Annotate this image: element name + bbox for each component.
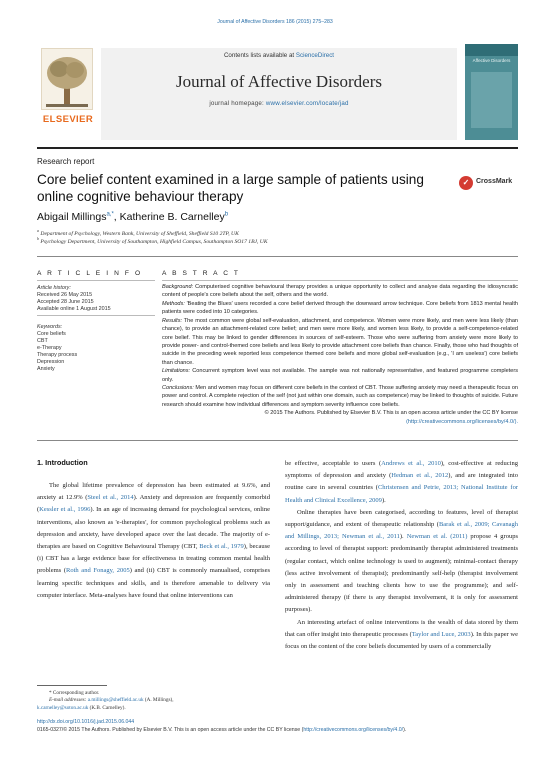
body-text: ) and (ii) CBT is commonly manualised, comprises learning specific techniques and skills, and is therefore amenable to delivery via computer interface. Meta-analyses have found that online interventions can [37, 567, 270, 599]
email-label: E-mail addresses: [49, 697, 88, 704]
section-heading: 1. Introduction [37, 458, 88, 467]
abstract-label: Limitations: [162, 368, 191, 375]
abstract-text: Computerised cognitive behavioural therapy provides a unique opportunity to collect and analyse data regarding the idiosyncratic content of people's core beliefs about the self, others and the world. [162, 284, 518, 299]
copyright-text: © 2015 The Authors. Published by Elsevier B.V. This is an open access article under the CC BY license [264, 410, 518, 417]
cover-stripe [465, 44, 518, 56]
contents-prefix: Contents lists available at [223, 52, 296, 59]
crossmark-icon: ✓ [459, 176, 473, 190]
abstract-label: Results: [162, 317, 183, 324]
affiliation-marker: a [37, 228, 39, 233]
citation-link[interactable]: Andrews et al., 2010 [381, 460, 441, 467]
keyword: Anxiety [37, 366, 55, 372]
body-text: ). Anxiety and depression are frequently comorbid ( [37, 494, 270, 514]
abstract-heading: A B S T R A C T [162, 270, 241, 277]
email-link[interactable]: a.millings@sheffield.ac.uk [87, 697, 144, 704]
body-column-right [285, 458, 518, 653]
cover-title: Affective Disorders [472, 58, 511, 63]
body-text: ). [399, 533, 407, 541]
info-divider [37, 315, 155, 316]
email-note-cont [37, 705, 270, 712]
body-text: ), and are integrated into routine care in several countries ( [285, 472, 518, 492]
elsevier-tree-icon [41, 48, 93, 110]
footer-license-link[interactable]: http://creativecommons.org/licenses/by/4.0/ [303, 727, 404, 733]
issn-end: ). [403, 727, 407, 733]
body-text: An interesting artefact of online interventions is the wealth of data stored by them that can offer insight into therapeutic processes ( [285, 618, 518, 638]
issn-line [37, 726, 518, 734]
email-link[interactable]: k.carnelley@soton.ac.uk [37, 704, 89, 711]
author-affil-marker[interactable]: a,* [106, 211, 114, 218]
abstract-end-rule [37, 440, 518, 441]
email-owner: (A. Millings), [143, 697, 174, 704]
citation-link[interactable]: Roth and Fonagy, 2005 [66, 567, 130, 575]
keyword: e-Therapy [37, 345, 62, 351]
crossmark-label: CrossMark [476, 178, 513, 185]
email-note [37, 697, 270, 704]
corresponding-note: * Corresponding author. [49, 690, 100, 696]
citation-link[interactable]: Steel et al., 2014 [87, 494, 134, 502]
header-rule [37, 147, 518, 149]
doi-link[interactable]: http://dx.doi.org/10.1016/j.jad.2015.06.044 [37, 719, 135, 725]
history-item: Accepted 28 June 2015 [37, 299, 94, 305]
homepage-link[interactable]: www.elsevier.com/locate/jad [265, 100, 349, 107]
article-info [37, 282, 155, 373]
abstract-text: The most common were global self-evaluation, attachment, and competence. Women were more likely, and men were less likely (than chance), to provide an attachment-related core belief; and men were more likely, and women less likely, to provide a self-competence-related core belief. This may be linked to gender differences in sources of self-esteem. Those who were suffering from anxiety were more likely to provide power- and control-themed core beliefs and less likely to provide attachment core beliefs than chance. Finally, those who had thoughts of suicide in the preceding week reported less competence themed core beliefs and more global self-evaluation (e.g., 'I am useless') core beliefs than chance. [162, 317, 518, 366]
author-name[interactable]: Katherine B. Carnelley [119, 211, 225, 223]
history-item: Received 26 May 2015 [37, 292, 93, 298]
abstract-paragraph [162, 283, 518, 300]
history-label: Article history: [37, 285, 71, 291]
license-link[interactable]: (http://creativecommons.org/licenses/by/4.0/). [406, 418, 518, 425]
cover-illustration [471, 72, 512, 128]
citation-line[interactable]: Journal of Affective Disorders 186 (2015) 275–283 [217, 19, 333, 25]
keyword: Core beliefs [37, 331, 66, 337]
author-list [37, 211, 228, 223]
contents-line [101, 52, 457, 59]
info-rule [37, 280, 155, 281]
page-footer [37, 718, 518, 734]
citation-link[interactable]: Taylor and Luce, 2003 [411, 630, 471, 638]
abstract-label: Methods: [162, 300, 185, 307]
citation-link[interactable]: Kessler et al., 1996 [39, 506, 91, 514]
body-text: ). [381, 496, 386, 504]
citation-link[interactable]: Beck et al., 1979 [199, 543, 244, 551]
elsevier-logo [37, 48, 95, 140]
history-item: Available online 1 August 2015 [37, 306, 111, 312]
journal-homepage [101, 100, 457, 107]
body-text: propose 4 groups according to level of therapist support: predominantly therapist administered treatments (regular contact, which online technology is used to augment); minimal-contact therapy (less active involvement of therapist); predominantly self-help (therapist involvement only in assessment and teaching clients how to use the programme); and self-administered therapy (if there is any therapist involvement, it is only for assessment purposes). [285, 533, 518, 614]
crossmark-button[interactable] [459, 176, 519, 192]
keywords-label: Keywords: [37, 324, 63, 330]
issn-text: 0165-0327/© 2015 The Authors. Published by Elsevier B.V. This is an open access article under the CC BY license ( [37, 727, 304, 733]
journal-banner [101, 48, 457, 140]
keyword: Therapy process [37, 352, 78, 358]
abstract-label: Conclusions: [162, 385, 194, 392]
journal-header [37, 44, 518, 144]
body-text: be effective, acceptable to users ( [285, 460, 382, 467]
body-paragraph [285, 617, 518, 654]
abstract-paragraph [162, 384, 518, 409]
section-rule [37, 256, 518, 257]
body-text: The global lifetime prevalence of depression has been estimated at 9.6%, and anxiety at 12.9% ( [37, 482, 270, 502]
body-text: ). In this paper we focus on the content of the core beliefs documented by users of a commercially [285, 630, 519, 651]
abstract-text: Concurrent symptom level was not available. The sample was not nationally representative, and featured programme completers only. [162, 368, 518, 383]
abstract-body [162, 282, 518, 426]
body-paragraph [37, 480, 270, 602]
journal-cover-image [465, 44, 518, 140]
article-info-heading: A R T I C L E I N F O [37, 270, 143, 277]
affiliation-marker: b [37, 236, 39, 241]
abstract-label: Background: [162, 284, 194, 290]
author-name[interactable]: Abigail Millings [37, 211, 107, 223]
body-column-left [37, 458, 270, 602]
homepage-prefix: journal homepage: [209, 100, 266, 107]
body-text: ), cost-effective at reducing symptoms of depression and anxiety ( [285, 460, 518, 480]
author-separator: , [113, 211, 120, 223]
citation-link[interactable]: Newman et al. (2011) [406, 533, 468, 541]
footnote [37, 690, 270, 712]
affiliation-text: Department of Psychology, Western Bank, University of Sheffield, Sheffield S10 2TP, UK [40, 230, 239, 237]
body-text: Online therapies have been categorised, according to features, level of therapist support/guidance, and extent of therapeutic relationship ( [285, 508, 518, 529]
sciencedirect-link[interactable]: ScienceDirect [295, 52, 335, 59]
footnote-rule [37, 685, 107, 686]
affiliation [37, 236, 268, 245]
email-owner: (K.B. Carnelley). [88, 704, 126, 711]
citation-link[interactable]: Christensen and Petrie, 2013; National Institute for Health and Clinical Excellence, 2009 [285, 484, 518, 504]
keyword: Depression [37, 359, 65, 365]
abstract-rule [162, 280, 518, 281]
citation-link[interactable]: Barak et al., 2009; Cavanagh and Millings, 2013; Newman et al., 2011 [285, 521, 518, 541]
body-paragraph [285, 507, 518, 617]
abstract-paragraph [162, 367, 518, 384]
citation-link[interactable]: Hedman et al., 2012 [391, 472, 449, 480]
abstract-paragraph [162, 300, 518, 317]
article-title: Core belief content examined in a large sample of patients using online cognitive behaviour therapy [37, 172, 424, 204]
abstract-text: 'Beating the Blues' users recorded a core belief derived through the downward arrow technique. Core beliefs from 1813 mental health patients were coded into 10 categories. [162, 300, 518, 316]
publisher-name: ELSEVIER [42, 114, 94, 125]
abstract-paragraph [162, 317, 518, 368]
body-text: ). In an age of increasing demand for psychological services, online interventions, also known as 'e-therapies', for common psychological problems such as depression and anxiety, have developed apace over the last decade. The majority of e-therapies are based on Cognitive Behavioural Therapy (CBT, [37, 506, 270, 551]
body-paragraph [285, 458, 518, 507]
keyword: CBT [37, 338, 48, 344]
author-affil-marker[interactable]: b [224, 211, 229, 218]
abstract-text: Men and women may focus on different core beliefs in the context of CBT. Those suffering anxiety may need a therapeutic focus on power and control. A complete rejection of the self (not just within one domain, such as competence) may be linked to thoughts of suicide. Future research should examine how individual differences and symptom severity influence core beliefs. [162, 385, 518, 408]
affiliation-text: Psychology Department, University of Southampton, Highfield Campus, Southampton SO17 1BJ, UK [40, 238, 268, 245]
article-type: Research report [37, 157, 95, 166]
body-text: ), because (i) CBT has a large evidence base for effectiveness in treating common mental health problems ( [37, 543, 270, 575]
journal-title: Journal of Affective Disorders [176, 72, 382, 91]
copyright-line [162, 409, 518, 426]
